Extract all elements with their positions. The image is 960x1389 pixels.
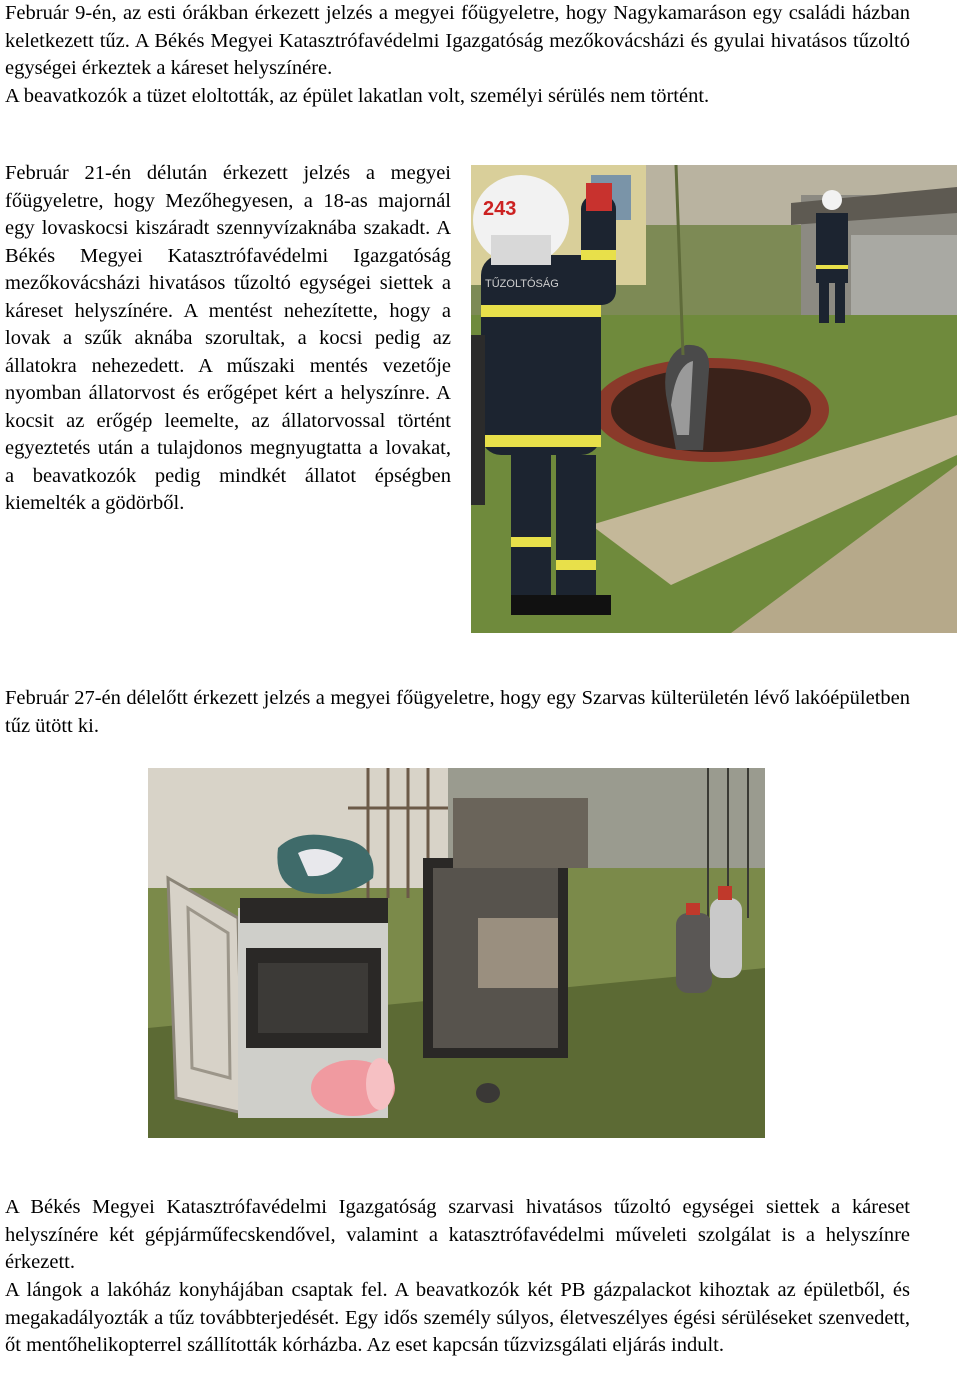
paragraph-szarvas-outcome: A lángok a lakóház konyhájában csaptak fel. A beavatkozók két PB gázpalackot kihoztak az épületből, és megakadályozták a tűz továbbterjedését. Egy idős személy súlyos, életveszélyes égési sérüléseket szenvedett, őt mentőhelikopterrel szállították kórházba. Az eset kapcsán tűzvizsgálati eljárás indult. <box>5 1279 910 1356</box>
photo-horse-rescue <box>471 165 957 633</box>
paragraph-mezohegyes: Február 21-én délután érkezett jelzés a megyei főügyeletre, hogy Mezőhegyesen, a 18-as majornál egy lovaskocsi kiszáradt szennyvízaknába szakadt. A Békés Megyei Katasztrófavédelmi Igazgatóság mezőkovácsházi hivatásos tűzoltó egységei siettek a káreset helyszínére. A mentést nehezítette, hogy a lovak a szűk aknába szorultak, a kocsi pedig az állatokra nehezedett. A műszaki mentés vezetője nyomban állatorvost és erőgépet kért a helyszínre. A kocsit az erőgép leemelte, az állatorvossal történt egyeztetés után a tulajdonos megnyugtatta a lovakat, a beavatkozók pedig mindkét állatot épségben kiemelték a gödörből. <box>5 162 451 514</box>
paragraph-nagykamaras <box>5 0 910 110</box>
paragraph-szarvas-intro: Február 27-én délelőtt érkezett jelzés a megyei főügyeletre, hogy egy Szarvas külterületén lévő lakóépületben tűz ütött ki. <box>5 687 910 737</box>
jacket-text: TŰZOLTÓSÁG <box>485 278 559 290</box>
paragraph-szarvas-units: A Békés Megyei Katasztrófavédelmi Igazgatóság szarvasi hivatásos tűzoltó egységei siettek a káreset helyszínére két gépjárműfecskendővel, valamint a katasztrófavédelmi műveleti szolgálat is a helyszínre érkezett. <box>5 1196 910 1273</box>
photo-burned-appliances <box>148 768 765 1138</box>
helmet-number: 243 <box>483 198 517 220</box>
paragraph-nagykamaras-text: Február 9-én, az esti órákban érkezett jelzés a megyei főügyeletre, hogy Nagykamaráson egy családi házban keletkezett tűz. A Békés Megyei Katasztrófavédelmi Igazgatóság mezőkovácsházi és gyulai hivatásos tűzoltó egységei érkeztek a káreset helyszínére. <box>5 2 910 79</box>
paragraph-nagykamaras-result: A beavatkozók a tüzet eloltották, az épület lakatlan volt, személyi sérülés nem történt. <box>5 84 710 107</box>
